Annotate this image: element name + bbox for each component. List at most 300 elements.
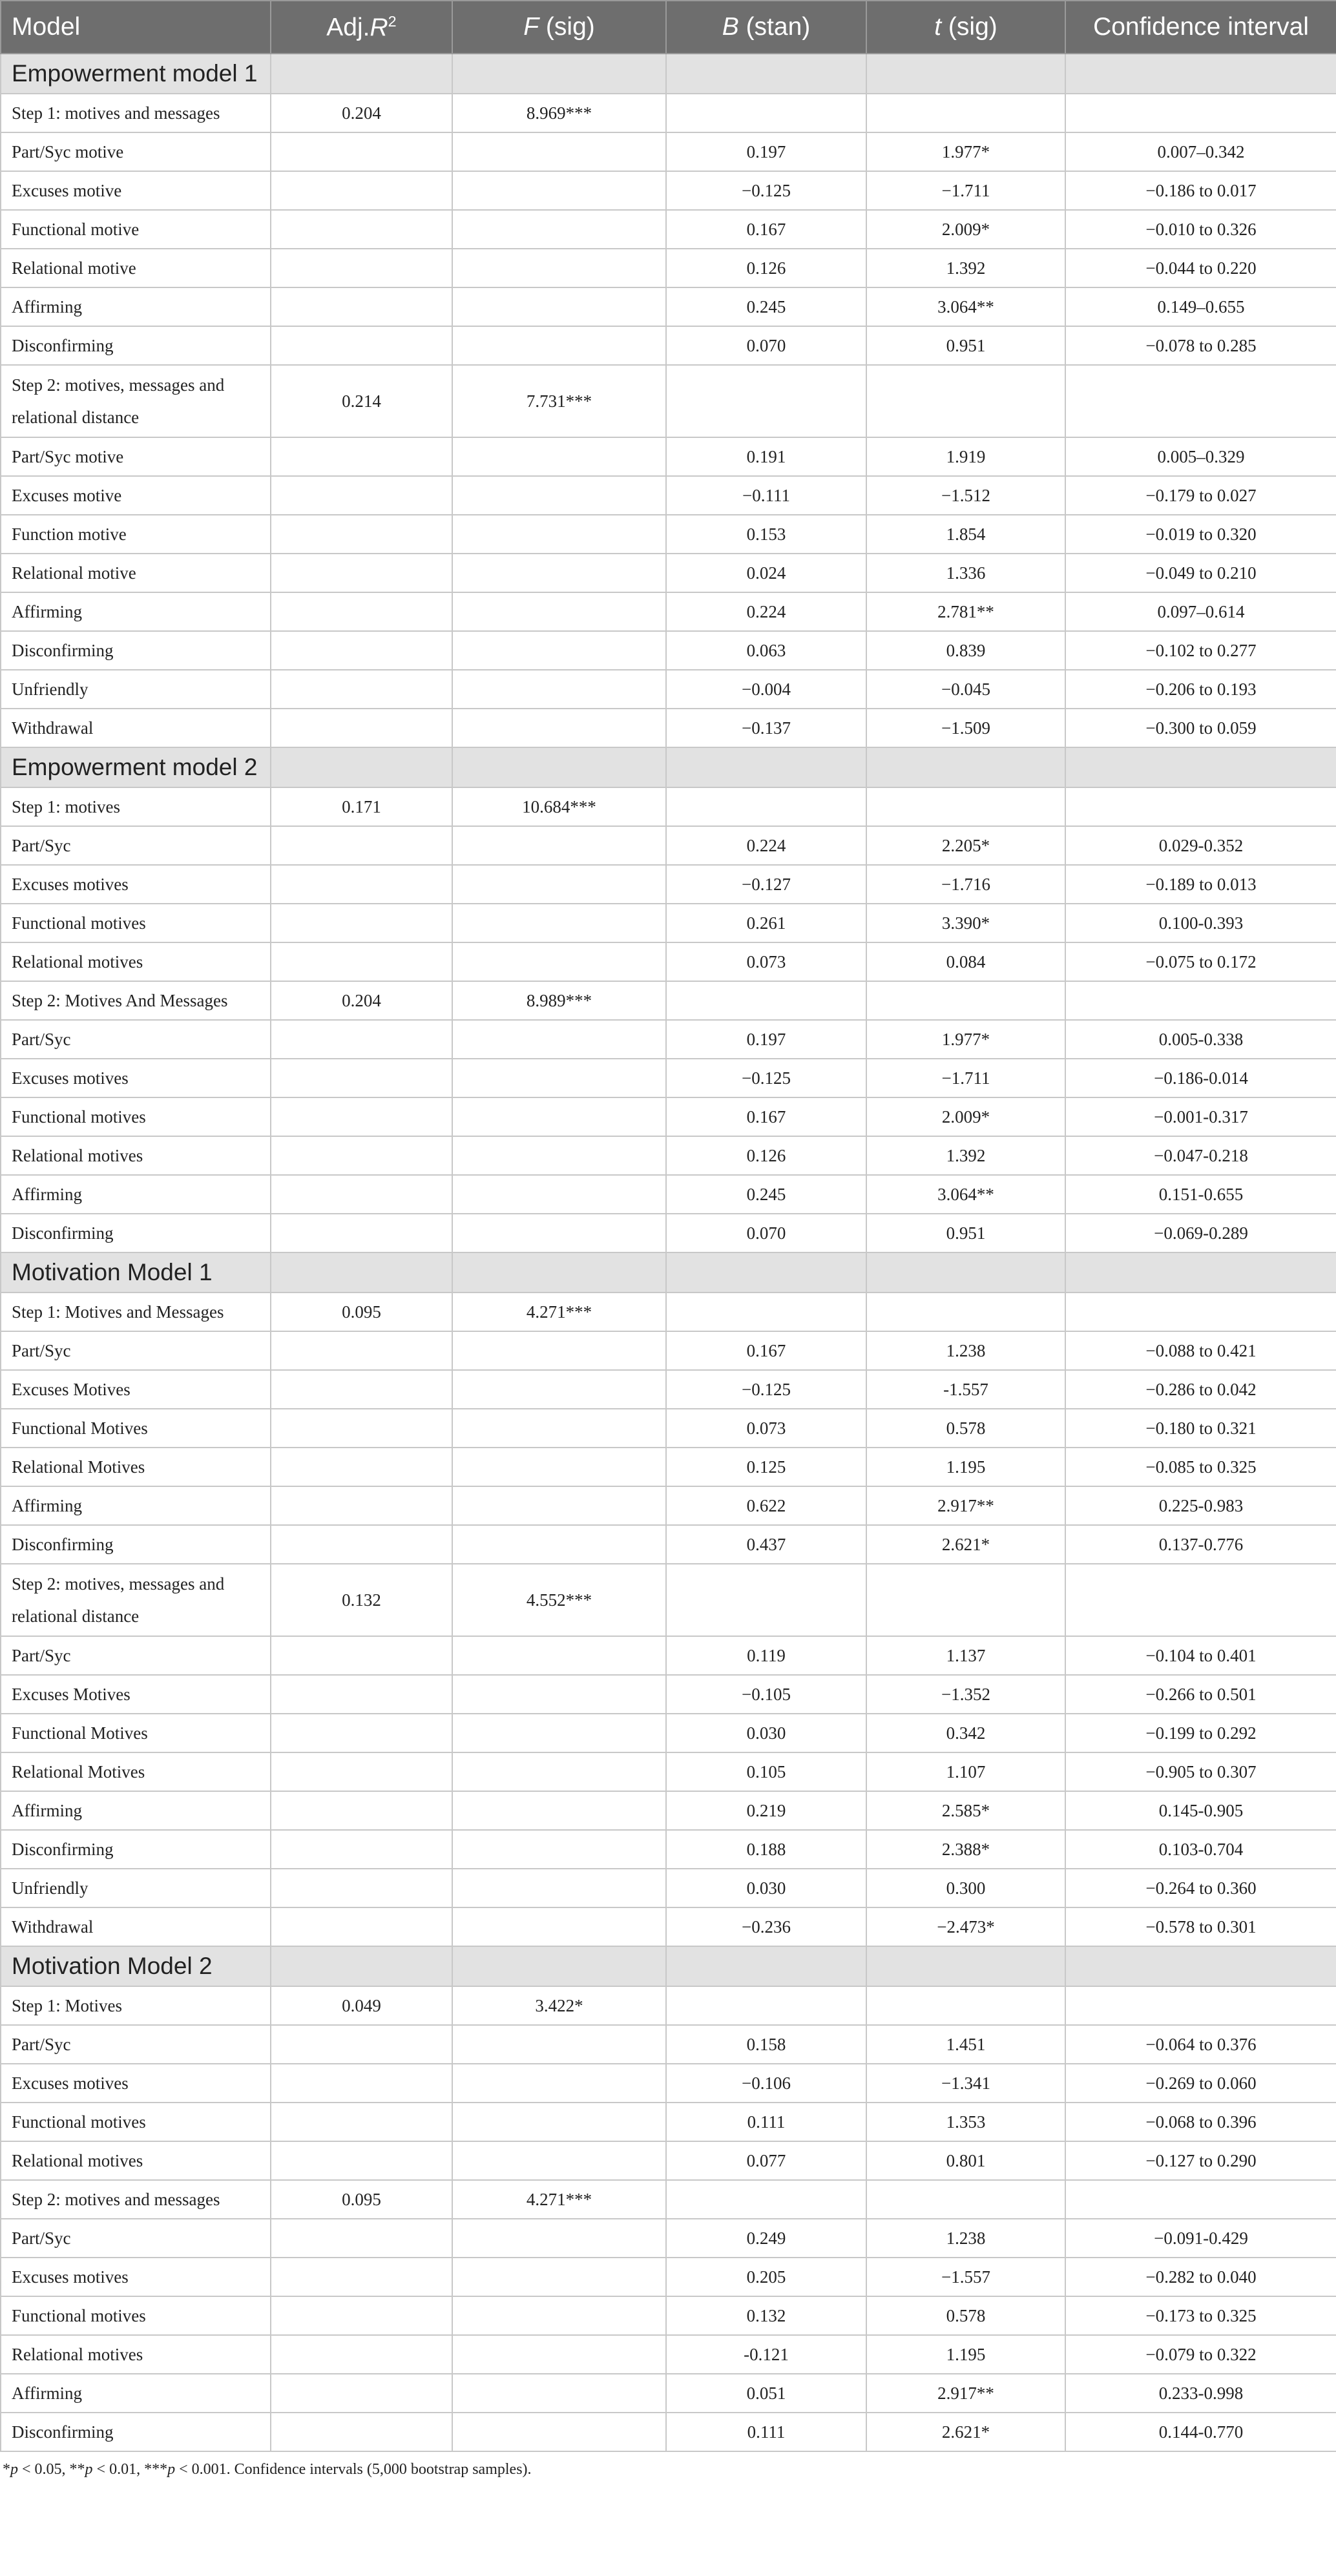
confidence-interval-value: 0.007–0.342 — [1065, 132, 1336, 171]
confidence-interval-value: −0.102 to 0.277 — [1065, 631, 1336, 670]
table-row — [1, 1907, 1336, 1946]
b-stan-value: −0.125 — [666, 1370, 866, 1409]
variable-label: Part/Syc — [1, 826, 271, 865]
confidence-interval-value: −0.064 to 0.376 — [1065, 2025, 1336, 2064]
empty-cell — [271, 942, 452, 981]
empty-cell — [1065, 1564, 1336, 1636]
table-row — [1, 1136, 1336, 1175]
empty-cell — [271, 1370, 452, 1409]
empty-cell — [866, 1252, 1065, 1293]
empty-cell — [271, 865, 452, 904]
empty-cell — [1065, 54, 1336, 94]
table-row — [1, 1714, 1336, 1752]
adj-r2-value: 0.095 — [271, 1293, 452, 1331]
empty-cell — [866, 365, 1065, 437]
empty-cell — [452, 1409, 666, 1448]
t-sig-value: 2.621* — [866, 2413, 1065, 2451]
f-sig-value: 3.422* — [452, 1986, 666, 2025]
empty-cell — [666, 1252, 866, 1293]
t-sig-value: 2.009* — [866, 1097, 1065, 1136]
empty-cell — [452, 2374, 666, 2413]
empty-cell — [271, 249, 452, 287]
empty-cell — [452, 1214, 666, 1252]
b-stan-value: 0.622 — [666, 1486, 866, 1525]
table-row — [1, 554, 1336, 592]
table-row — [1, 2374, 1336, 2413]
variable-label: Excuses motives — [1, 2258, 271, 2296]
empty-cell — [666, 747, 866, 787]
header-adj-r2: $Adj.R^2$ — [271, 1, 452, 54]
adj-r2-value: 0.095 — [271, 2180, 452, 2219]
confidence-interval-value: 0.103-0.704 — [1065, 1830, 1336, 1869]
confidence-interval-value: −0.044 to 0.220 — [1065, 249, 1336, 287]
step-row — [1, 365, 1336, 437]
variable-label: Unfriendly — [1, 1869, 271, 1907]
empty-cell — [271, 1214, 452, 1252]
empty-cell — [666, 365, 866, 437]
confidence-interval-value: −0.186-0.014 — [1065, 1059, 1336, 1097]
b-stan-value: 0.249 — [666, 2219, 866, 2258]
table-row — [1, 515, 1336, 554]
variable-label: Excuses Motives — [1, 1370, 271, 1409]
variable-label: Disconfirming — [1, 326, 271, 365]
variable-label: Withdrawal — [1, 1907, 271, 1946]
t-sig-value: −1.509 — [866, 709, 1065, 747]
empty-cell — [271, 1946, 452, 1986]
t-sig-value: 0.342 — [866, 1714, 1065, 1752]
step-label: Step 1: Motives and Messages — [1, 1293, 271, 1331]
t-sig-value: −1.341 — [866, 2064, 1065, 2103]
empty-cell — [452, 2064, 666, 2103]
step-label: Step 2: motives, messages and relational distance — [1, 365, 271, 437]
empty-cell — [452, 1791, 666, 1830]
t-sig-value: 0.578 — [866, 1409, 1065, 1448]
b-stan-value: −0.137 — [666, 709, 866, 747]
variable-label: Excuses motives — [1, 2064, 271, 2103]
variable-label: Disconfirming — [1, 1525, 271, 1564]
adj-r2-value: 0.171 — [271, 787, 452, 826]
b-stan-value: −0.105 — [666, 1675, 866, 1714]
t-sig-value: 3.390* — [866, 904, 1065, 942]
b-stan-value: 0.167 — [666, 1097, 866, 1136]
empty-cell — [452, 1448, 666, 1486]
step-row — [1, 1564, 1336, 1636]
step-row — [1, 2180, 1336, 2219]
table-row — [1, 1830, 1336, 1869]
b-stan-value: 0.245 — [666, 1175, 866, 1214]
empty-cell — [271, 1714, 452, 1752]
t-sig-value: 1.137 — [866, 1636, 1065, 1675]
empty-cell — [452, 1946, 666, 1986]
variable-label: Disconfirming — [1, 631, 271, 670]
empty-cell — [452, 437, 666, 476]
confidence-interval-value: −0.300 to 0.059 — [1065, 709, 1336, 747]
t-sig-value: 2.585* — [866, 1791, 1065, 1830]
b-stan-value: 0.030 — [666, 1869, 866, 1907]
empty-cell — [452, 1370, 666, 1409]
section-row — [1, 747, 1336, 787]
empty-cell — [271, 515, 452, 554]
f-sig-value: 4.271*** — [452, 1293, 666, 1331]
t-sig-value: 1.854 — [866, 515, 1065, 554]
f-sig-value: 10.684*** — [452, 787, 666, 826]
t-sig-value: 2.917** — [866, 2374, 1065, 2413]
adj-r2-value: 0.204 — [271, 94, 452, 132]
b-stan-value: 0.245 — [666, 287, 866, 326]
empty-cell — [452, 1136, 666, 1175]
empty-cell — [452, 1907, 666, 1946]
variable-label: Relational motive — [1, 249, 271, 287]
f-sig-value: 8.989*** — [452, 981, 666, 1020]
confidence-interval-value: −0.104 to 0.401 — [1065, 1636, 1336, 1675]
confidence-interval-value: −0.179 to 0.027 — [1065, 476, 1336, 515]
t-sig-value: 1.107 — [866, 1752, 1065, 1791]
empty-cell — [866, 747, 1065, 787]
t-sig-value: −1.557 — [866, 2258, 1065, 2296]
empty-cell — [271, 287, 452, 326]
confidence-interval-value: −0.282 to 0.040 — [1065, 2258, 1336, 2296]
empty-cell — [271, 826, 452, 865]
t-sig-value: 0.801 — [866, 2141, 1065, 2180]
empty-cell — [452, 1752, 666, 1791]
header-confidence-interval: Confidence interval — [1065, 1, 1336, 54]
table-body — [1, 54, 1336, 2451]
empty-cell — [452, 826, 666, 865]
empty-cell — [271, 2025, 452, 2064]
empty-cell — [271, 1252, 452, 1293]
b-stan-value: 0.125 — [666, 1448, 866, 1486]
confidence-interval-value: −0.001-0.317 — [1065, 1097, 1336, 1136]
confidence-interval-value: −0.079 to 0.322 — [1065, 2335, 1336, 2374]
table-row — [1, 865, 1336, 904]
t-sig-value: 2.917** — [866, 1486, 1065, 1525]
empty-cell — [452, 2025, 666, 2064]
table-row — [1, 1869, 1336, 1907]
empty-cell — [452, 1830, 666, 1869]
empty-cell — [271, 554, 452, 592]
empty-cell — [1065, 1293, 1336, 1331]
empty-cell — [452, 1097, 666, 1136]
confidence-interval-value: −0.578 to 0.301 — [1065, 1907, 1336, 1946]
variable-label: Excuses motive — [1, 171, 271, 210]
section-title: Empowerment model 2 — [1, 747, 271, 787]
empty-cell — [271, 2258, 452, 2296]
empty-cell — [271, 1636, 452, 1675]
empty-cell — [452, 171, 666, 210]
b-stan-value: 0.261 — [666, 904, 866, 942]
table-row — [1, 2103, 1336, 2141]
variable-label: Part/Syc — [1, 2025, 271, 2064]
table-row — [1, 2258, 1336, 2296]
t-sig-value: 2.621* — [866, 1525, 1065, 1564]
t-sig-value: 1.238 — [866, 2219, 1065, 2258]
variable-label: Disconfirming — [1, 2413, 271, 2451]
empty-cell — [271, 1409, 452, 1448]
empty-cell — [271, 1059, 452, 1097]
t-sig-value: 3.064** — [866, 1175, 1065, 1214]
b-stan-value: 0.224 — [666, 592, 866, 631]
step-label: Step 2: motives, messages and relational distance — [1, 1564, 271, 1636]
table-row — [1, 1791, 1336, 1830]
table-row — [1, 437, 1336, 476]
empty-cell — [271, 2064, 452, 2103]
f-sig-value: 4.552*** — [452, 1564, 666, 1636]
empty-cell — [452, 476, 666, 515]
empty-cell — [271, 1136, 452, 1175]
empty-cell — [271, 904, 452, 942]
t-sig-value: 0.951 — [866, 326, 1065, 365]
empty-cell — [666, 1293, 866, 1331]
empty-cell — [271, 1331, 452, 1370]
empty-cell — [866, 1986, 1065, 2025]
confidence-interval-value: −0.049 to 0.210 — [1065, 554, 1336, 592]
t-sig-value: −1.352 — [866, 1675, 1065, 1714]
empty-cell — [271, 171, 452, 210]
empty-cell — [271, 1175, 452, 1214]
empty-cell — [452, 515, 666, 554]
confidence-interval-value: −0.085 to 0.325 — [1065, 1448, 1336, 1486]
variable-label: Excuses Motives — [1, 1675, 271, 1714]
variable-label: Relational motives — [1, 2141, 271, 2180]
empty-cell — [452, 709, 666, 747]
table-row — [1, 1331, 1336, 1370]
empty-cell — [666, 787, 866, 826]
empty-cell — [271, 1525, 452, 1564]
table-row — [1, 670, 1336, 709]
empty-cell — [452, 210, 666, 249]
variable-label: Functional Motives — [1, 1409, 271, 1448]
t-sig-value: 2.205* — [866, 826, 1065, 865]
table-row — [1, 2064, 1336, 2103]
t-sig-value: 1.919 — [866, 437, 1065, 476]
variable-label: Unfriendly — [1, 670, 271, 709]
empty-cell — [452, 1675, 666, 1714]
step-row — [1, 94, 1336, 132]
empty-cell — [1065, 787, 1336, 826]
empty-cell — [666, 1564, 866, 1636]
empty-cell — [452, 904, 666, 942]
t-sig-value: 1.977* — [866, 1020, 1065, 1059]
empty-cell — [452, 2219, 666, 2258]
variable-label: Affirming — [1, 1486, 271, 1525]
empty-cell — [1065, 1252, 1336, 1293]
confidence-interval-value: −0.905 to 0.307 — [1065, 1752, 1336, 1791]
t-sig-value: 1.392 — [866, 1136, 1065, 1175]
table-footnote: *p < 0.05, **p < 0.01, ***p < 0.001. Confidence intervals (5,000 bootstrap samples). — [3, 2461, 532, 2478]
t-sig-value: 0.578 — [866, 2296, 1065, 2335]
empty-cell — [1065, 365, 1336, 437]
empty-cell — [866, 54, 1065, 94]
empty-cell — [666, 1946, 866, 1986]
f-sig-value: 8.969*** — [452, 94, 666, 132]
confidence-interval-value: −0.286 to 0.042 — [1065, 1370, 1336, 1409]
b-stan-value: 0.073 — [666, 942, 866, 981]
empty-cell — [271, 1020, 452, 1059]
table-row — [1, 1448, 1336, 1486]
b-stan-value: 0.437 — [666, 1525, 866, 1564]
empty-cell — [271, 1675, 452, 1714]
t-sig-value: 2.009* — [866, 210, 1065, 249]
table-row — [1, 1214, 1336, 1252]
confidence-interval-value: −0.068 to 0.396 — [1065, 2103, 1336, 2141]
confidence-interval-value: 0.137-0.776 — [1065, 1525, 1336, 1564]
table-row — [1, 2025, 1336, 2064]
empty-cell — [1065, 747, 1336, 787]
empty-cell — [452, 132, 666, 171]
empty-cell — [452, 942, 666, 981]
b-stan-value: -0.121 — [666, 2335, 866, 2374]
b-stan-value: −0.106 — [666, 2064, 866, 2103]
empty-cell — [866, 1293, 1065, 1331]
step-row — [1, 787, 1336, 826]
table-row — [1, 904, 1336, 942]
variable-label: Functional motives — [1, 2103, 271, 2141]
empty-cell — [271, 54, 452, 94]
b-stan-value: 0.063 — [666, 631, 866, 670]
table-row — [1, 942, 1336, 981]
empty-cell — [271, 476, 452, 515]
empty-cell — [271, 709, 452, 747]
empty-cell — [271, 132, 452, 171]
variable-label: Functional motive — [1, 210, 271, 249]
empty-cell — [452, 1869, 666, 1907]
table-row — [1, 592, 1336, 631]
empty-cell — [271, 210, 452, 249]
empty-cell — [866, 94, 1065, 132]
step-label: Step 2: motives and messages — [1, 2180, 271, 2219]
confidence-interval-value: −0.019 to 0.320 — [1065, 515, 1336, 554]
table-row — [1, 631, 1336, 670]
variable-label: Relational motive — [1, 554, 271, 592]
b-stan-value: 0.126 — [666, 1136, 866, 1175]
b-stan-value: −0.111 — [666, 476, 866, 515]
empty-cell — [866, 1564, 1065, 1636]
empty-cell — [271, 2413, 452, 2451]
section-title: Motivation Model 1 — [1, 1252, 271, 1293]
header-b-stan: B (stan) — [666, 1, 866, 54]
confidence-interval-value: 0.100-0.393 — [1065, 904, 1336, 942]
empty-cell — [866, 1946, 1065, 1986]
f-sig-value: 7.731*** — [452, 365, 666, 437]
empty-cell — [271, 2141, 452, 2180]
empty-cell — [452, 1252, 666, 1293]
confidence-interval-value: −0.266 to 0.501 — [1065, 1675, 1336, 1714]
table-row — [1, 1636, 1336, 1675]
empty-cell — [1065, 94, 1336, 132]
b-stan-value: 0.105 — [666, 1752, 866, 1791]
table-row — [1, 1097, 1336, 1136]
b-stan-value: 0.073 — [666, 1409, 866, 1448]
confidence-interval-value: −0.199 to 0.292 — [1065, 1714, 1336, 1752]
empty-cell — [452, 1331, 666, 1370]
empty-cell — [271, 1448, 452, 1486]
empty-cell — [271, 1791, 452, 1830]
empty-cell — [452, 1020, 666, 1059]
variable-label: Part/Syc motive — [1, 437, 271, 476]
t-sig-value: −1.512 — [866, 476, 1065, 515]
confidence-interval-value: −0.189 to 0.013 — [1065, 865, 1336, 904]
b-stan-value: 0.132 — [666, 2296, 866, 2335]
table-row — [1, 326, 1336, 365]
step-row — [1, 1986, 1336, 2025]
step-row — [1, 981, 1336, 1020]
empty-cell — [452, 1714, 666, 1752]
b-stan-value: 0.158 — [666, 2025, 866, 2064]
empty-cell — [271, 2103, 452, 2141]
variable-label: Part/Syc — [1, 1636, 271, 1675]
empty-cell — [866, 2180, 1065, 2219]
header-f-sig: F (sig) — [452, 1, 666, 54]
variable-label: Part/Syc motive — [1, 132, 271, 171]
variable-label: Relational motives — [1, 1136, 271, 1175]
step-label: Step 1: motives — [1, 787, 271, 826]
table-row — [1, 210, 1336, 249]
variable-label: Part/Syc — [1, 1331, 271, 1370]
t-sig-value: 1.195 — [866, 1448, 1065, 1486]
confidence-interval-value: 0.029-0.352 — [1065, 826, 1336, 865]
t-sig-value: 1.238 — [866, 1331, 1065, 1370]
table-row — [1, 2219, 1336, 2258]
empty-cell — [271, 2374, 452, 2413]
variable-label: Affirming — [1, 2374, 271, 2413]
variable-label: Withdrawal — [1, 709, 271, 747]
b-stan-value: 0.119 — [666, 1636, 866, 1675]
section-row — [1, 1252, 1336, 1293]
confidence-interval-value: 0.005-0.338 — [1065, 1020, 1336, 1059]
b-stan-value: 0.191 — [666, 437, 866, 476]
t-sig-value: −2.473* — [866, 1907, 1065, 1946]
t-sig-value: 1.451 — [866, 2025, 1065, 2064]
empty-cell — [271, 2219, 452, 2258]
t-sig-value: 0.300 — [866, 1869, 1065, 1907]
b-stan-value: 0.126 — [666, 249, 866, 287]
confidence-interval-value: 0.097–0.614 — [1065, 592, 1336, 631]
table-row — [1, 1525, 1336, 1564]
empty-cell — [271, 2296, 452, 2335]
empty-cell — [271, 670, 452, 709]
table-row — [1, 2335, 1336, 2374]
empty-cell — [866, 981, 1065, 1020]
t-sig-value: −0.045 — [866, 670, 1065, 709]
b-stan-value: 0.167 — [666, 210, 866, 249]
confidence-interval-value: −0.180 to 0.321 — [1065, 1409, 1336, 1448]
confidence-interval-value: −0.078 to 0.285 — [1065, 326, 1336, 365]
variable-label: Functional motives — [1, 2296, 271, 2335]
variable-label: Relational Motives — [1, 1448, 271, 1486]
table-row — [1, 171, 1336, 210]
adj-r2-value: 0.214 — [271, 365, 452, 437]
header-t-sig: t (sig) — [866, 1, 1065, 54]
confidence-interval-value: −0.047-0.218 — [1065, 1136, 1336, 1175]
confidence-interval-value: −0.127 to 0.290 — [1065, 2141, 1336, 2180]
step-row — [1, 1293, 1336, 1331]
variable-label: Relational motives — [1, 2335, 271, 2374]
variable-label: Affirming — [1, 287, 271, 326]
t-sig-value: 0.839 — [866, 631, 1065, 670]
empty-cell — [452, 554, 666, 592]
confidence-interval-value: −0.088 to 0.421 — [1065, 1331, 1336, 1370]
b-stan-value: 0.219 — [666, 1791, 866, 1830]
b-stan-value: 0.224 — [666, 826, 866, 865]
t-sig-value: 1.392 — [866, 249, 1065, 287]
empty-cell — [452, 592, 666, 631]
table-row — [1, 1370, 1336, 1409]
variable-label: Affirming — [1, 1791, 271, 1830]
b-stan-value: 0.077 — [666, 2141, 866, 2180]
empty-cell — [452, 287, 666, 326]
table-row — [1, 1409, 1336, 1448]
b-stan-value: 0.153 — [666, 515, 866, 554]
